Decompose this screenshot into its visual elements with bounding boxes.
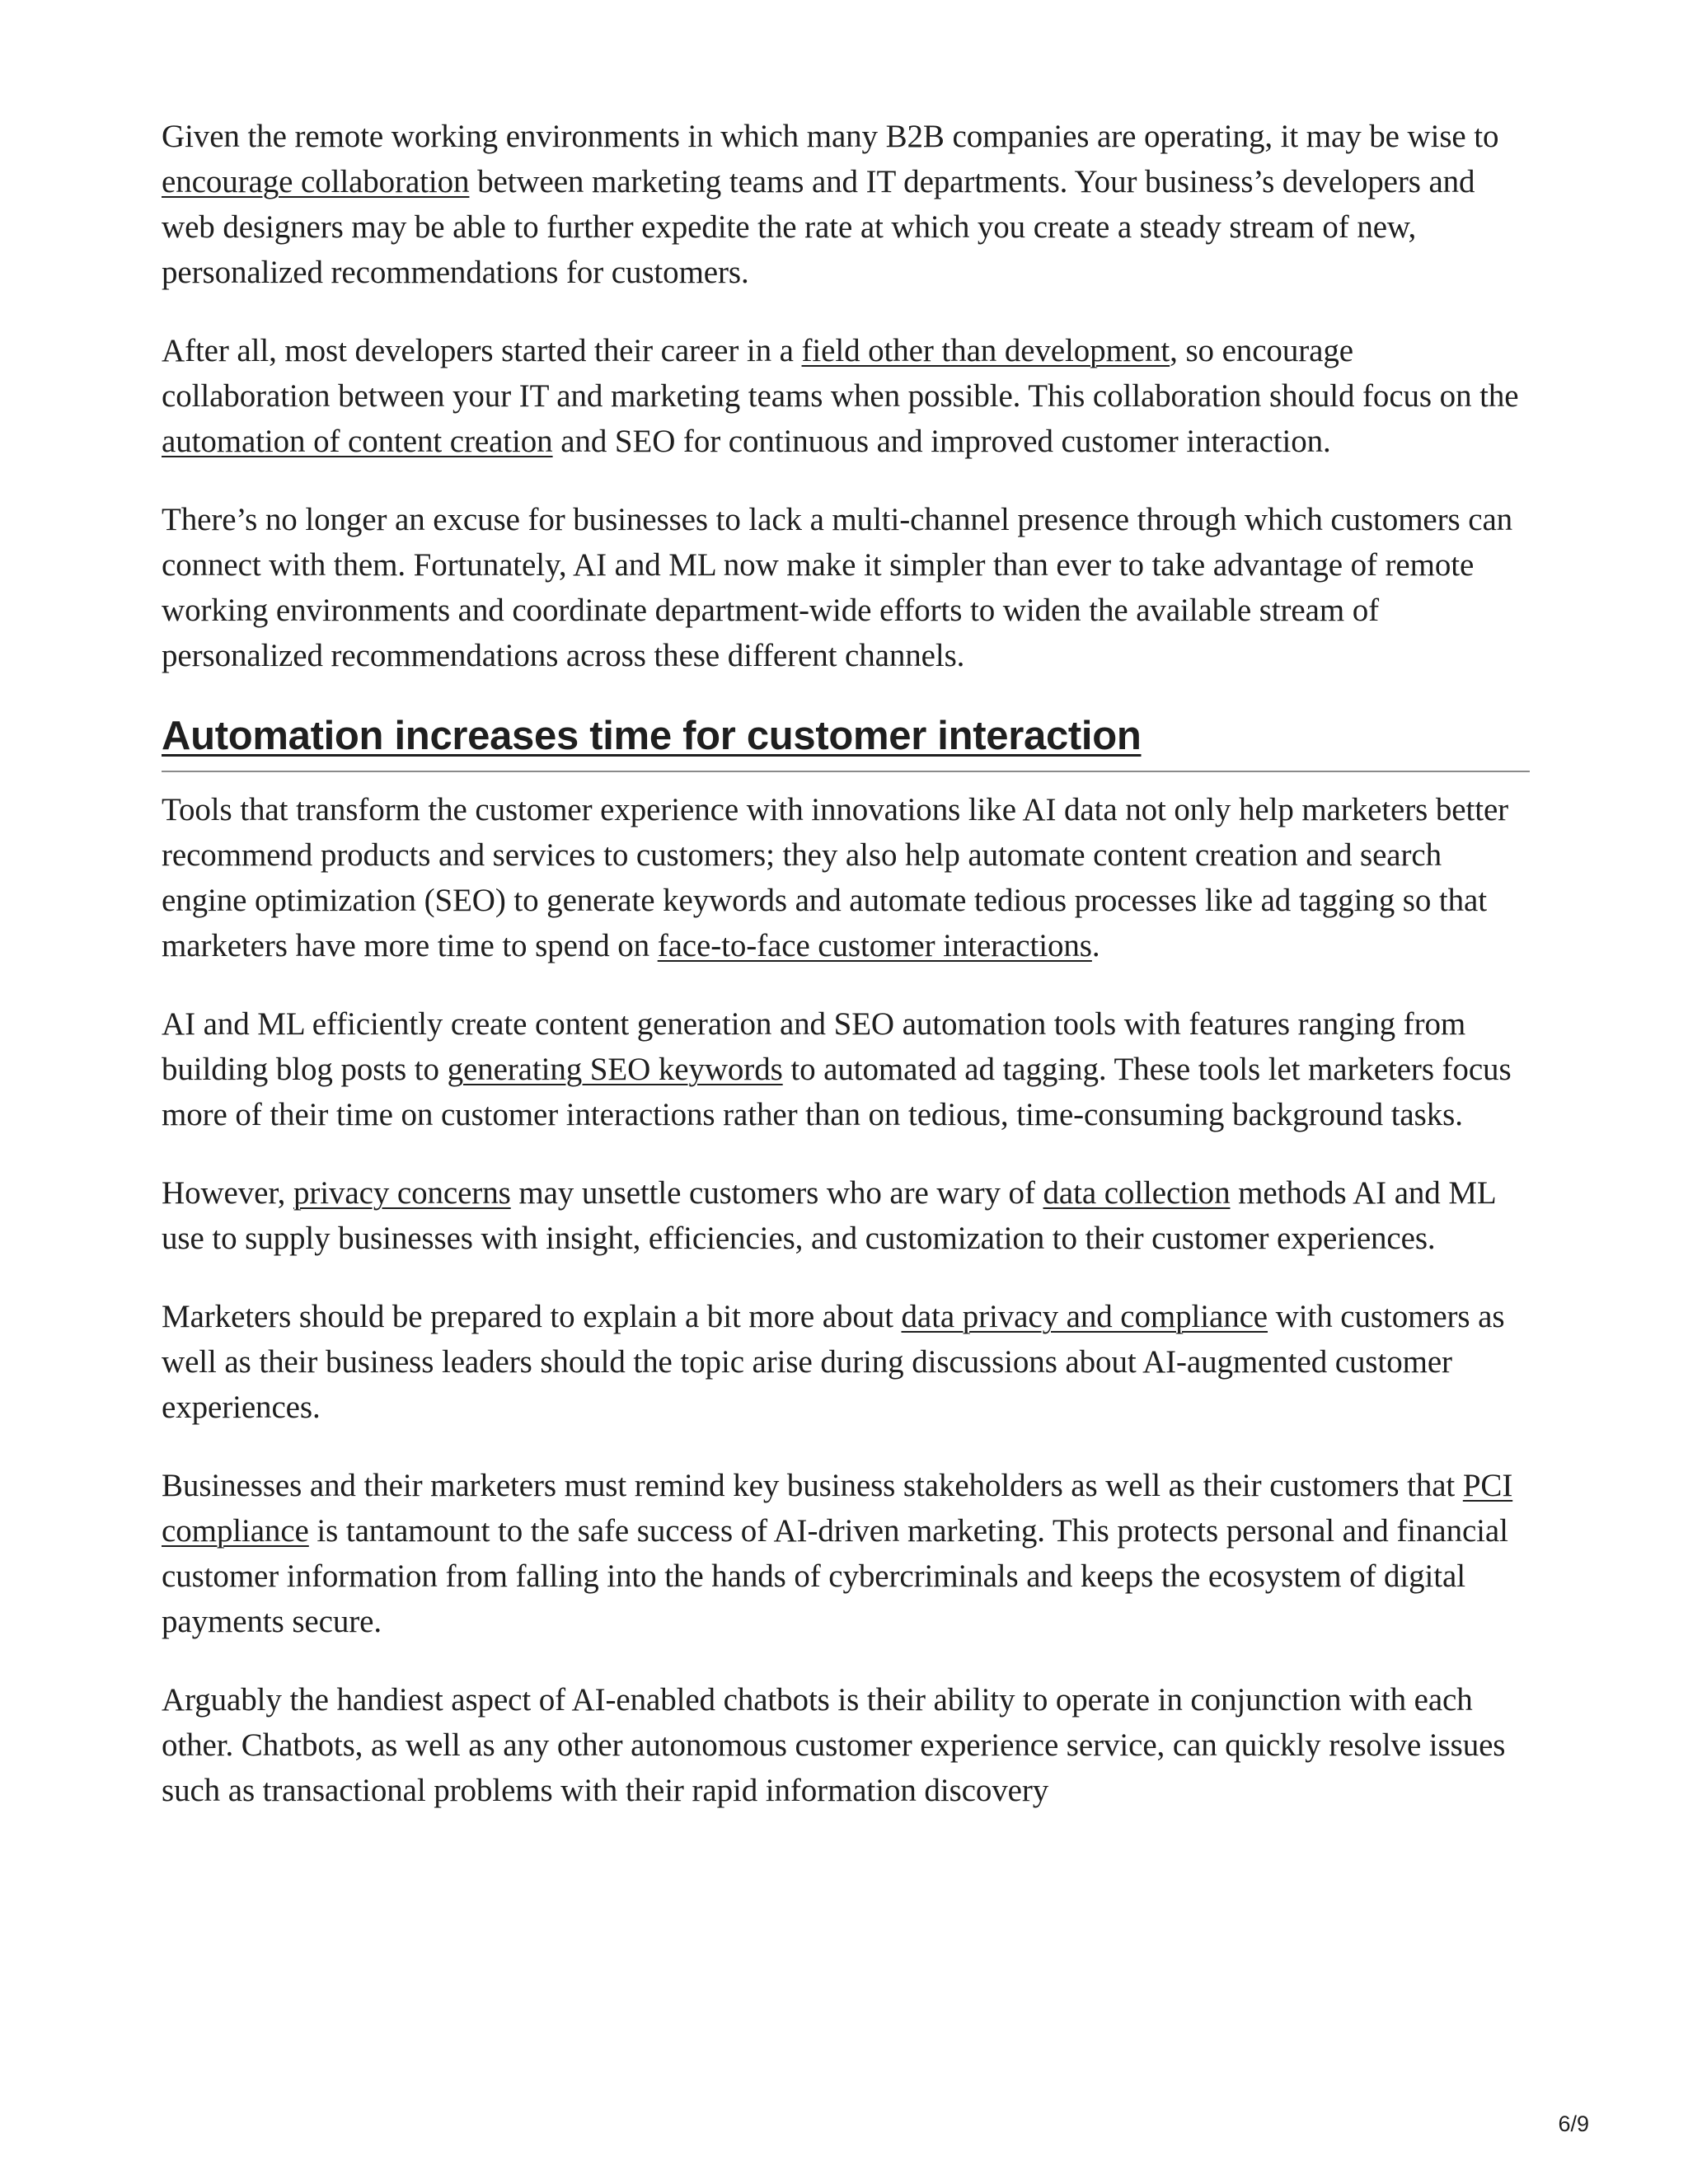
text-run: Tools that transform the customer experience with innovations like AI data not only help marketers better recommend products and services to customers; they also help automate content creation and search engine optimization (SEO) to generate keywords and automate tedious processes like ad tagging so that marketers have more time to spend on — [162, 792, 1509, 963]
text-run: However, — [162, 1175, 293, 1211]
link-face-to-face-customer-interactions[interactable]: face-to-face customer interactions — [657, 928, 1092, 963]
text-run: AI and ML efficiently create content generation and SEO automation tools with features ranging from building blog posts to g — [162, 1006, 1466, 1087]
text-run: Marketers should be prepared to explain a bit more about — [162, 1299, 902, 1334]
text-run: . — [1091, 928, 1100, 963]
text-run: between marketing teams and IT departments. Your business’s developers and web designers may be able to further expedite the rate at which you create a steady stream of new, personalized recommendations for customers. — [162, 164, 1475, 290]
link-data-privacy-and-compliance[interactable]: data privacy and compliance — [901, 1299, 1268, 1334]
link-privacy-concerns[interactable]: privacy concerns — [293, 1175, 511, 1211]
paragraph-8 — [162, 1463, 1530, 1644]
text-run: After all, most developers started their career in a — [162, 333, 802, 368]
text-run: and SEO for continuous and improved customer interaction. — [552, 424, 1331, 459]
text-run: There’s no longer an excuse for businesses to lack a multi-channel presence through which customers can connect with them. Fortunately, AI and ML now make it simpler than ever to take advantage of remote working environments and coordinate department-wide efforts to widen the available stream of personalized recommendations across these different channels. — [162, 502, 1513, 673]
paragraph-5 — [162, 1001, 1530, 1137]
heading-spacer — [162, 772, 1530, 787]
link-pci-compliance[interactable]: PCI compliance — [162, 1468, 1513, 1549]
text-run: is tantamount to the safe success of AI-driven marketing. This protects personal and financial customer information from falling into the hands of cybercriminals and keeps the ecosystem of digital payments secure. — [162, 1513, 1508, 1639]
page-number: 6/9 — [1558, 2111, 1589, 2136]
text-run: methods AI and ML use to supply businesses with insight, efficiencies, and customization to their customer experiences. — [162, 1175, 1496, 1256]
text-run: , so encourage collaboration between your IT and marketing teams when possible. This collaboration should focus on the — [162, 333, 1519, 414]
paragraph-7 — [162, 1294, 1530, 1430]
section-heading: Automation increases time for customer interaction — [162, 711, 1530, 772]
paragraph-3 — [162, 497, 1530, 678]
link-automation-of-content-creation[interactable]: automation of content creation — [162, 424, 553, 459]
paragraph-6 — [162, 1170, 1530, 1261]
paragraph-2 — [162, 328, 1530, 464]
text-run: to automated ad tagging. These tools let marketers focus more of their time on customer interactions rather than on tedious, time-consuming background tasks. — [162, 1052, 1512, 1132]
link-encourage-collaboration[interactable]: encourage collaboration — [162, 164, 470, 199]
link-generating-seo-keywords[interactable]: enerating SEO keywords — [462, 1052, 783, 1087]
text-run: Given the remote working environments in which many B2B companies are operating, it may be wise to — [162, 119, 1499, 154]
link-field-other-than-development[interactable]: field other than development — [801, 333, 1170, 368]
paragraph-4 — [162, 787, 1530, 968]
link-data-collection[interactable]: data collection — [1043, 1175, 1231, 1211]
text-run: Businesses and their marketers must remind key business stakeholders as well as their customers that — [162, 1468, 1463, 1503]
article-body — [162, 114, 1530, 1846]
paragraph-1 — [162, 114, 1530, 295]
text-run: with customers as well as their business leaders should the topic arise during discussions about AI-augmented customer experiences. — [162, 1299, 1505, 1425]
paragraph-9 — [162, 1677, 1530, 1813]
text-run: Arguably the handiest aspect of AI-enabled chatbots is their ability to operate in conjunction with each other. Chatbots, as well as any other autonomous customer experience service, can quickly resolve issues such as transactional problems with their rapid information discovery — [162, 1682, 1506, 1808]
text-run: may unsettle customers who are wary of — [510, 1175, 1043, 1211]
